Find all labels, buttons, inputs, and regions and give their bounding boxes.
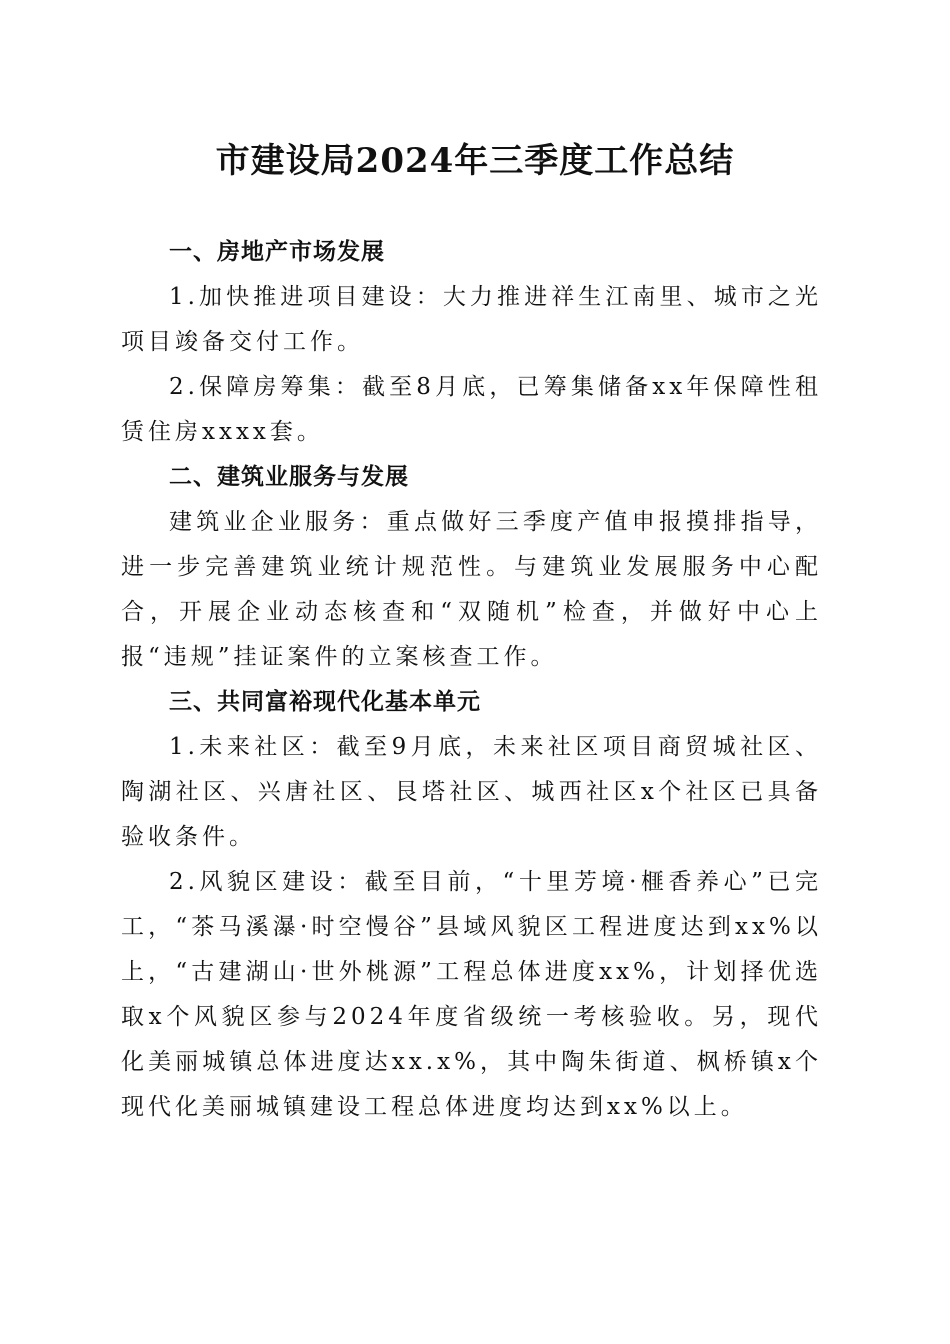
document-title: 市建设局2024年三季度工作总结 — [215, 141, 735, 181]
section-heading-real-estate: 一、房地产市场发展 — [169, 239, 385, 265]
paragraph-affordable-housing: 2.保障房筹集：截至8月底，已筹集储备xx年保障性租赁住房xxxx套。 — [121, 374, 822, 445]
section-heading-construction-industry: 二、建筑业服务与发展 — [169, 464, 409, 490]
paragraph-project-construction: 1.加快推进项目建设：大力推进祥生江南里、城市之光项目竣备交付工作。 — [121, 284, 822, 355]
section-heading-common-prosperity: 三、共同富裕现代化基本单元 — [169, 689, 481, 715]
paragraph-future-community: 1.未来社区：截至9月底，未来社区项目商贸城社区、陶湖社区、兴唐社区、艮塔社区、城西社区x个社区已具备验收条件。 — [121, 734, 822, 850]
document-body — [121, 230, 822, 1130]
paragraph-scenic-district: 2.风貌区建设：截至目前，“十里芳境·榧香养心”已完工，“茶马溪瀑·时空慢谷”县域风貌区工程进度达到xx%以上，“古建湖山·世外桃源”工程总体进度xx%，计划择优选取x个风貌区参与2024年度省级统一考核验收。另，现代化美丽城镇总体进度达xx.x%，其中陶朱街道、枫桥镇x个现代化美丽城镇建设工程总体进度均达到xx%以上。 — [121, 869, 822, 1120]
paragraph-enterprise-service: 建筑业企业服务：重点做好三季度产值申报摸排指导，进一步完善建筑业统计规范性。与建筑业发展服务中心配合，开展企业动态核查和“双随机”检查，并做好中心上报“违规”挂证案件的立案核查工作。 — [121, 509, 822, 670]
